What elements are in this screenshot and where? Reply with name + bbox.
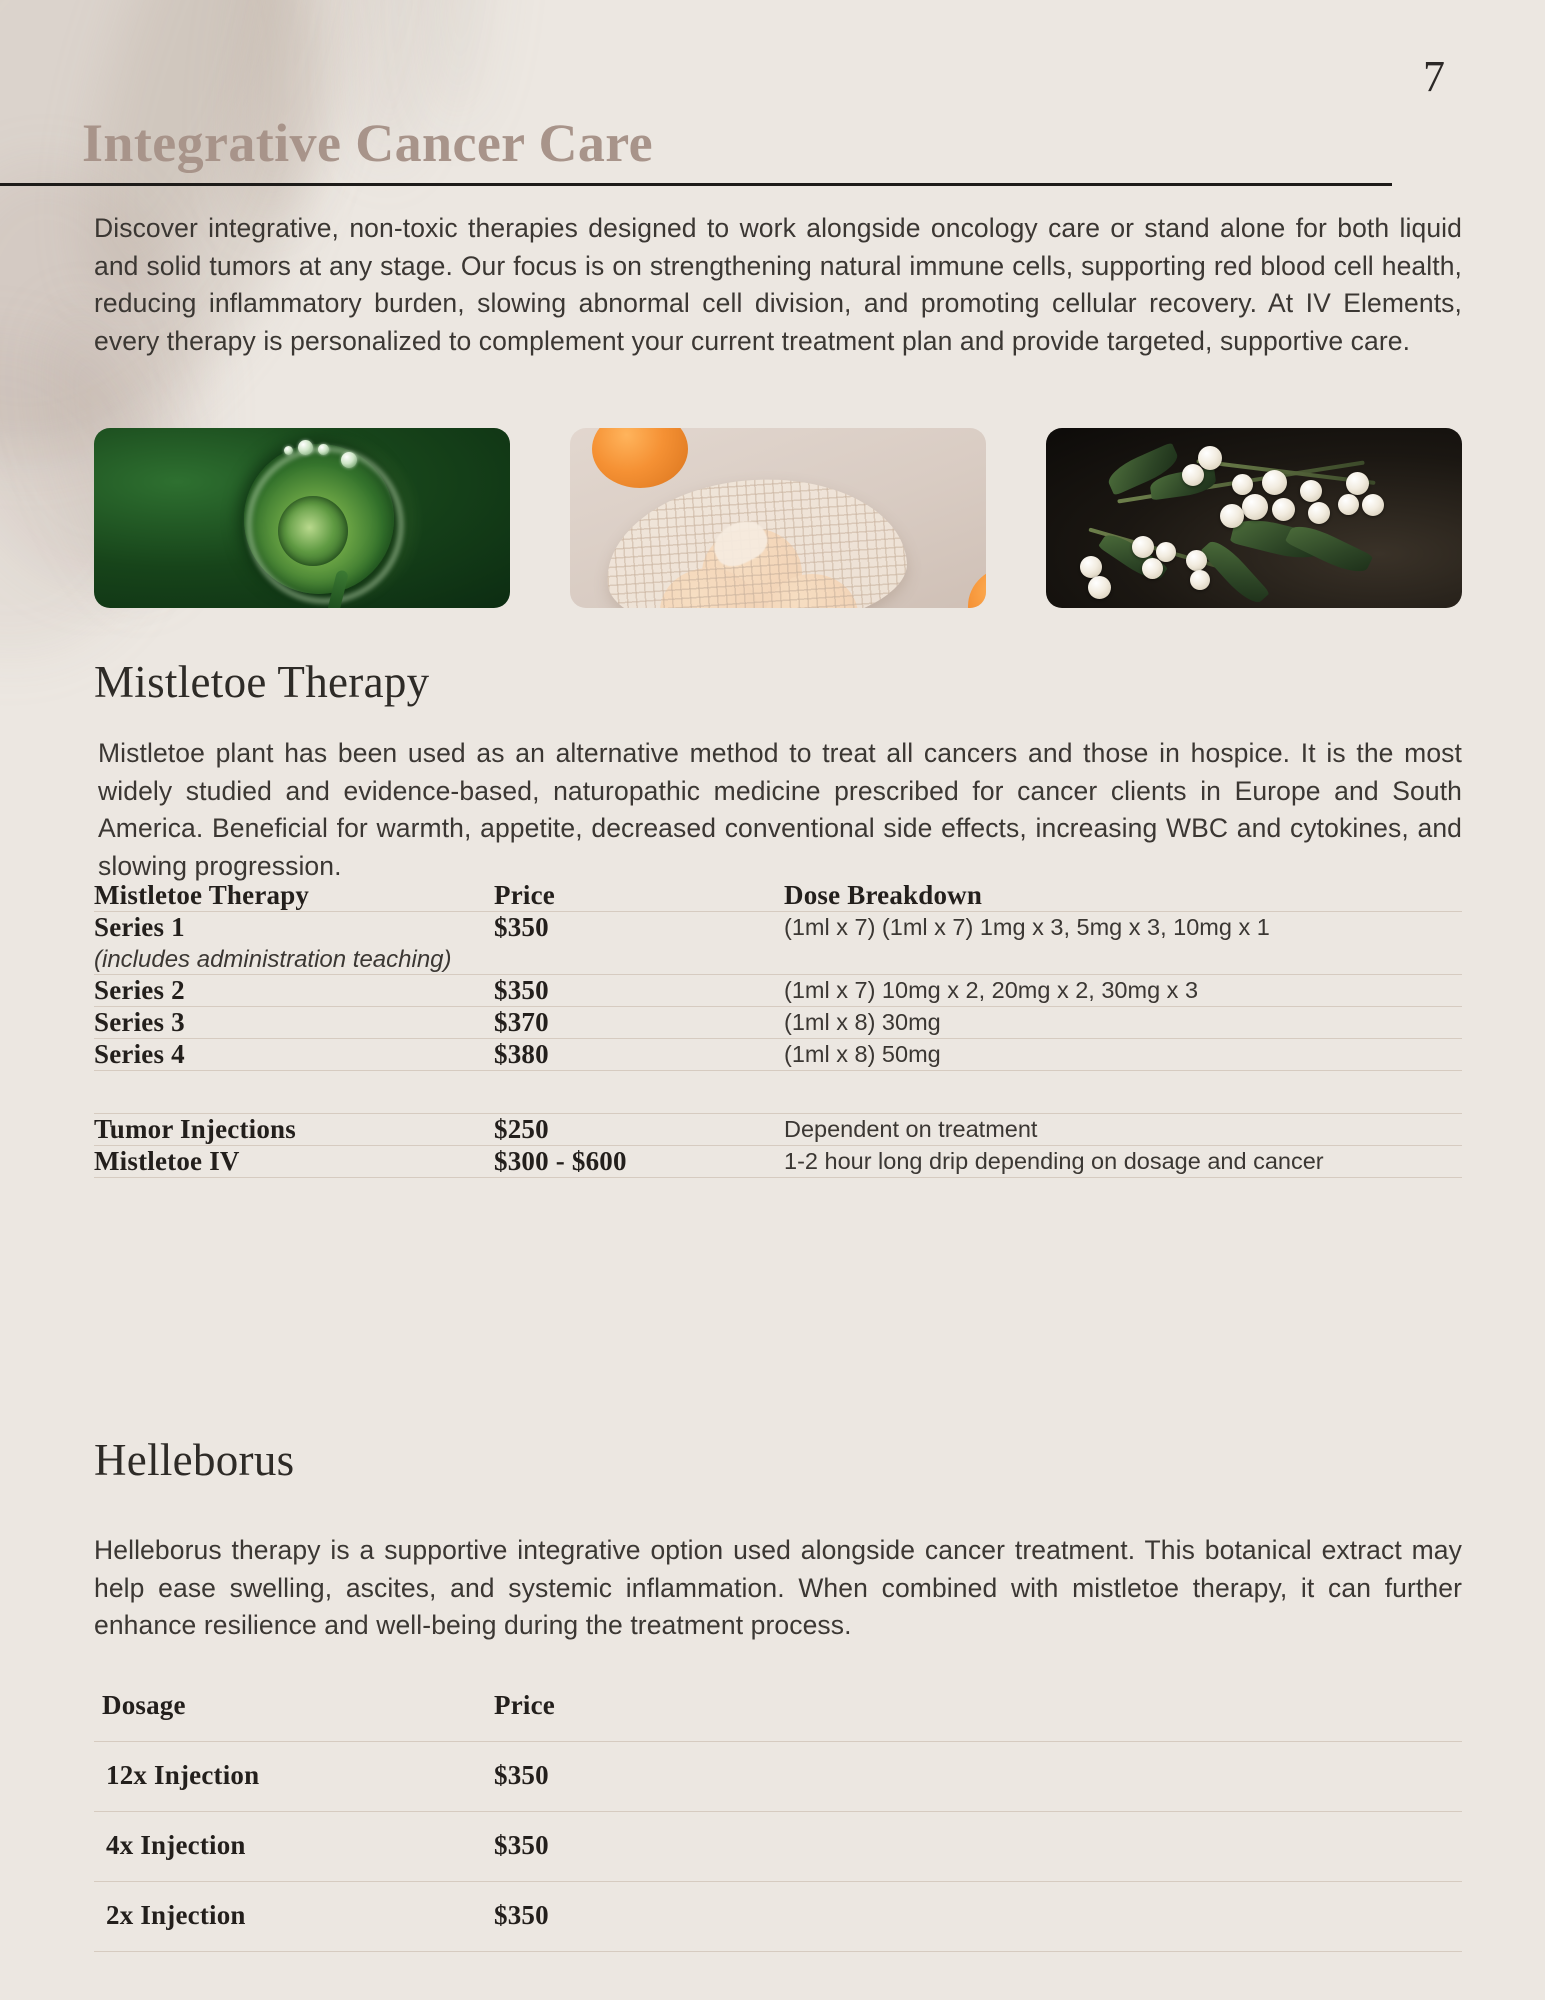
row-dose-cell: (1ml x 7) 10mg x 2, 20mg x 2, 30mg x 3: [784, 975, 1462, 1007]
table-row: [94, 1007, 1462, 1039]
fern-fiddlehead-photo: [94, 428, 510, 608]
row-price-cell: $370: [494, 1007, 784, 1039]
table-header-row: [94, 1690, 1462, 1742]
row-dose-cell: (1ml x 7) (1ml x 7) 1mg x 3, 5mg x 3, 10mg x 1: [784, 912, 1462, 975]
row-price-cell: $250: [494, 1114, 784, 1146]
row-dose-cell: (1ml x 8) 30mg: [784, 1007, 1462, 1039]
row-name-text: Mistletoe IV: [94, 1146, 240, 1177]
helleborus-section-heading: Helleborus: [94, 1435, 295, 1485]
mistletoe-section-heading: Mistletoe Therapy: [94, 657, 430, 707]
row-price-cell: $350: [494, 1882, 1462, 1952]
mistletoe-berry: [1132, 536, 1154, 558]
rule-cell: [494, 1952, 1462, 1953]
mistletoe-berry: [1262, 470, 1287, 495]
row-name-text: Series 4: [94, 1039, 185, 1070]
mistletoe-berry: [1232, 474, 1253, 495]
mistletoe-berry: [1156, 542, 1176, 562]
mistletoe-berry: [1300, 480, 1322, 502]
mistletoe-berry: [1338, 494, 1359, 515]
mistletoe-berry: [1190, 570, 1210, 590]
table-row: [94, 975, 1462, 1007]
rule-cell: [784, 1178, 1462, 1179]
table-spacer-row: [94, 1071, 1462, 1114]
mistletoe-pricing-table: [94, 880, 1462, 1178]
table-bottom-rule: [94, 1952, 1462, 1953]
row-name-text: Series 2: [94, 975, 185, 1006]
row-dose-cell: 1-2 hour long drip depending on dosage and cancer: [784, 1146, 1462, 1178]
intro-section: [94, 210, 1462, 361]
orange-fruit: [592, 428, 688, 488]
water-droplet: [284, 446, 293, 455]
photo-strip: [94, 428, 1462, 608]
mistletoe-berry: [1346, 472, 1369, 495]
rule-cell: [94, 1178, 494, 1179]
table-row: [94, 912, 1462, 975]
column-header-price: Price: [494, 1690, 555, 1720]
row-name-cell: [94, 1114, 494, 1146]
helleborus-dosage-table: [94, 1690, 1462, 1952]
mistletoe-berry: [1308, 502, 1330, 524]
mesh-bag-shape: [601, 470, 911, 608]
page-title: Integrative Cancer Care: [82, 113, 654, 174]
mistletoe-berry: [1182, 464, 1204, 486]
table-row: [94, 1039, 1462, 1071]
mistletoe-berry: [1186, 550, 1207, 571]
row-name-text: Series 3: [94, 1007, 185, 1038]
table-row: [94, 1114, 1462, 1146]
row-price-cell: $350: [494, 1742, 1462, 1812]
rule-cell: [94, 1952, 494, 1953]
mistletoe-berry: [1220, 504, 1244, 528]
row-price-cell: $300 - $600: [494, 1146, 784, 1178]
row-name-cell: 2x Injection: [94, 1882, 494, 1952]
helleborus-paragraph: Helleborus therapy is a supportive integrative option used alongside cancer treatment. This botanical extract may help ease swelling, ascites, and systemic inflammation. When combined with mistletoe therapy, it can further enhance resilience and well-being during the treatment process.: [94, 1535, 1462, 1641]
water-droplet: [318, 444, 329, 455]
table-row: [94, 1742, 1462, 1812]
row-name-cell: 4x Injection: [94, 1812, 494, 1882]
row-price-cell: $380: [494, 1039, 784, 1071]
table-header-row: [94, 880, 1462, 912]
mistletoe-paragraph: Mistletoe plant has been used as an alternative method to treat all cancers and those in hospice. It is the most widely studied and evidence-based, naturopathic medicine prescribed for cancer clients in Europe and South America. Beneficial for warmth, appetite, decreased conventional side effects, increasing WBC and cytokines, and slowing progression.: [98, 738, 1462, 881]
mistletoe-berry: [1080, 556, 1102, 578]
intro-paragraph: Discover integrative, non-toxic therapies designed to work alongside oncology care or stand alone for both liquid and solid tumors at any stage. Our focus is on strengthening natural immune cells, supporting red blood cell health, reducing inflammatory burden, slowing abnormal cell division, and promoting cellular recovery. At IV Elements, every therapy is personalized to complement your current treatment plan and provide targeted, supportive care.: [94, 213, 1462, 356]
table-row: [94, 1812, 1462, 1882]
row-price-cell: $350: [494, 1812, 1462, 1882]
spacer-cell: [494, 1071, 784, 1114]
water-droplet: [341, 452, 357, 468]
mistletoe-berry: [1198, 446, 1222, 470]
row-name-text: Series 1: [94, 912, 185, 942]
table-bottom-rule: [94, 1178, 1462, 1179]
mistletoe-berry: [1362, 494, 1384, 516]
row-subnote: (includes administration teaching): [94, 946, 452, 973]
table-row: [94, 1146, 1462, 1178]
row-name-cell: 12x Injection: [94, 1742, 494, 1812]
column-header-price: Price: [494, 880, 555, 910]
spacer-cell: [784, 1071, 1462, 1114]
row-name-cell: [94, 912, 494, 975]
column-header-dose: Dose Breakdown: [784, 880, 983, 910]
row-dose-cell: (1ml x 8) 50mg: [784, 1039, 1462, 1071]
row-name-cell: [94, 1146, 494, 1178]
row-name-cell: [94, 1007, 494, 1039]
oranges-mesh-bag-photo: [570, 428, 986, 608]
mistletoe-berry: [1142, 558, 1163, 579]
mistletoe-berry: [1088, 576, 1111, 599]
orange-fruit: [968, 566, 986, 608]
row-name-cell: [94, 975, 494, 1007]
row-price-cell: $350: [494, 975, 784, 1007]
row-name-text: Tumor Injections: [94, 1114, 296, 1145]
water-droplet: [298, 440, 313, 455]
title-divider: [0, 183, 1392, 186]
column-header-dosage: Dosage: [102, 1690, 186, 1720]
row-dose-cell: Dependent on treatment: [784, 1114, 1462, 1146]
table-row: [94, 1882, 1462, 1952]
row-price-cell: $350: [494, 912, 784, 975]
mesh-bag-knot: [707, 513, 773, 573]
page-number: 7: [1423, 52, 1445, 101]
fern-coil-shape: [244, 444, 394, 594]
mistletoe-berry: [1272, 498, 1295, 521]
mistletoe-berry: [1242, 494, 1268, 520]
column-header-therapy: Mistletoe Therapy: [94, 880, 310, 910]
row-name-cell: [94, 1039, 494, 1071]
mistletoe-berries-photo: [1046, 428, 1462, 608]
spacer-cell: [94, 1071, 494, 1114]
rule-cell: [494, 1178, 784, 1179]
